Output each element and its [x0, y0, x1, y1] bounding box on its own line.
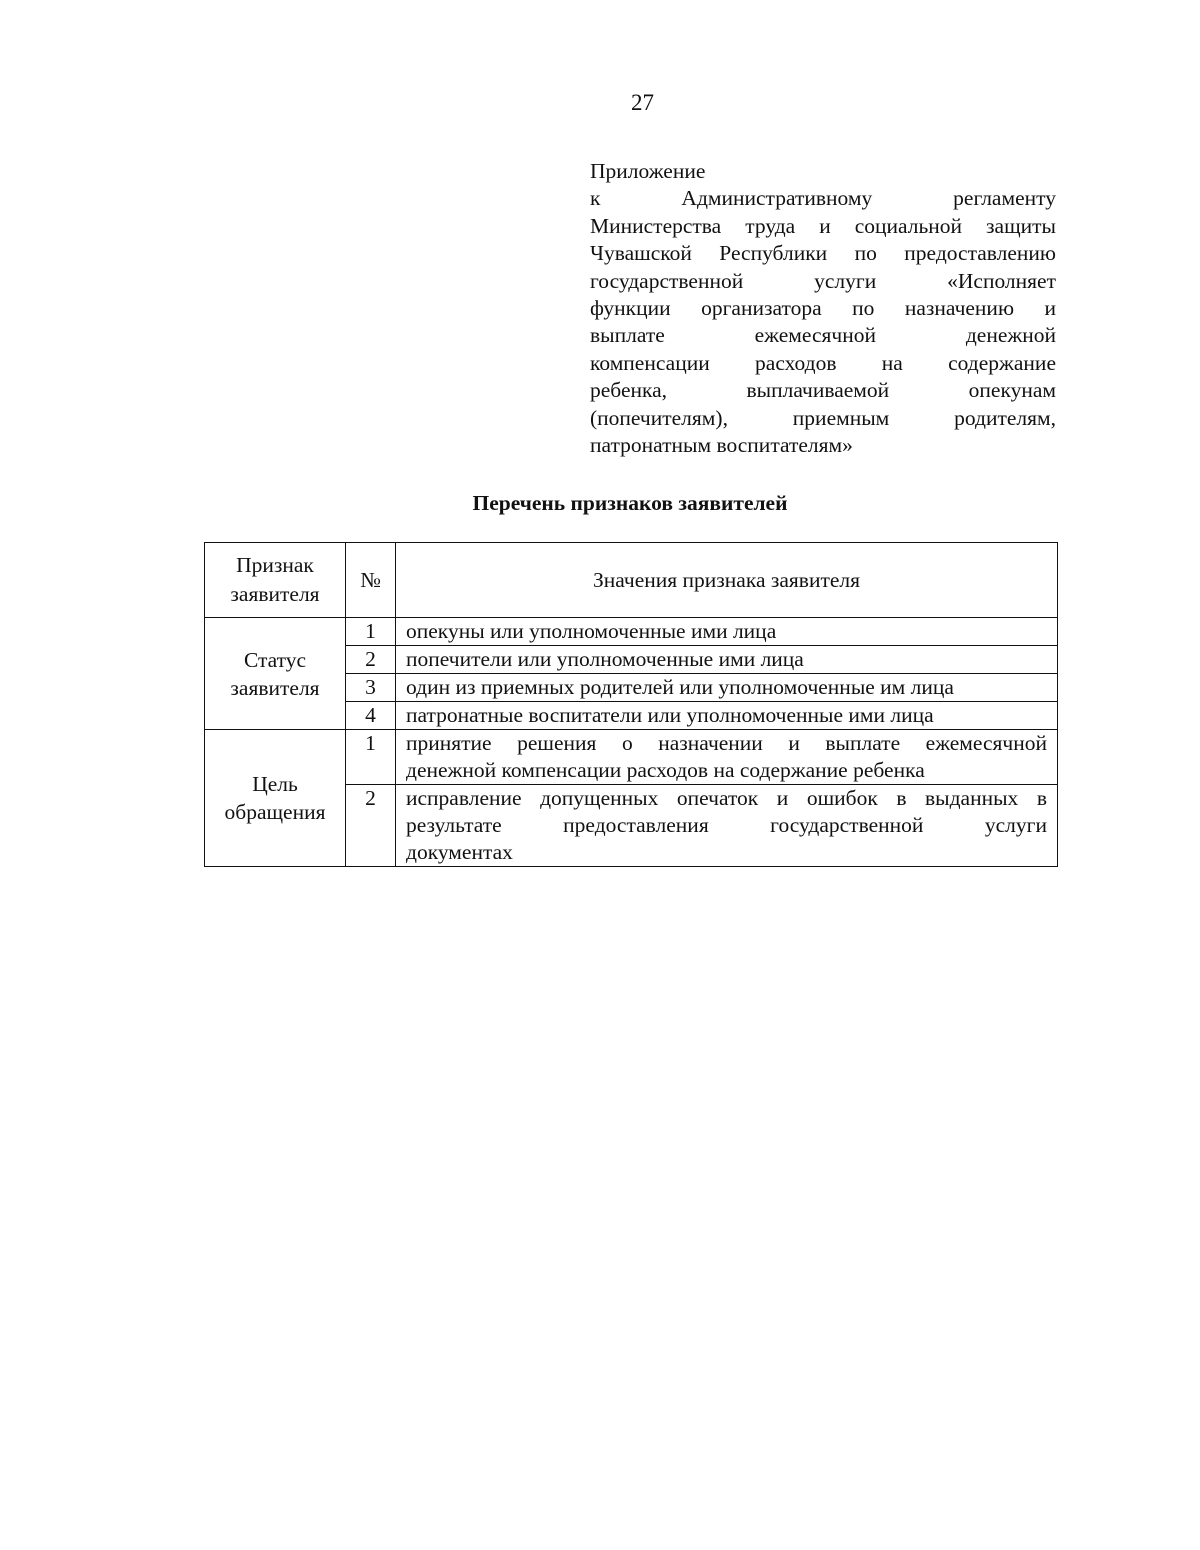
appendix-line: патронатным воспитателям» [590, 433, 853, 458]
row-value: опекуны или уполномоченные ими лица [396, 618, 1058, 646]
header-attribute-line: заявителя [230, 582, 320, 606]
appendix-line: функции организатора по назначению и [590, 296, 1056, 321]
header-values: Значения признака заявителя [396, 543, 1058, 618]
header-number: № [346, 543, 396, 618]
appendix-line: Приложение [590, 159, 706, 183]
table-header-row [205, 543, 1058, 618]
row-number: 2 [346, 785, 396, 867]
page-number: 27 [631, 90, 654, 115]
header-attribute-line: Признак [236, 553, 314, 577]
appendix-line: ребенка, выплачиваемой опекунам [590, 378, 1056, 403]
appendix-line: к Административному регламенту [590, 186, 1056, 211]
row-value-line: денежной компенсации расходов на содержание ребенка [406, 758, 925, 782]
table-row [205, 618, 1058, 646]
row-number: 3 [346, 674, 396, 702]
row-value: патронатные воспитатели или уполномоченные ими лица [396, 702, 1058, 730]
group-label-line: Статус [243, 647, 307, 672]
appendix-line: (попечителям), приемным родителям, [590, 405, 1056, 430]
appendix-line: Чувашской Республики по предоставлению [590, 241, 1056, 266]
row-value-line: исправление допущенных опечаток и ошибок в выданных в [406, 786, 1047, 810]
applicant-criteria-table [204, 542, 1058, 867]
appendix-line: компенсации расходов на содержание [590, 350, 1056, 375]
row-value-line: документах [406, 840, 513, 864]
row-value-line: принятие решения о назначении и выплате ежемесячной [406, 731, 1047, 755]
table-row [205, 730, 1058, 785]
row-value: один из приемных родителей или уполномоченные им лица [396, 674, 1058, 702]
row-value [396, 730, 1058, 785]
row-value [396, 785, 1058, 867]
row-value-line: результате предоставления государственной услуги [406, 813, 1047, 837]
group-label-line: заявителя [230, 675, 320, 700]
group-label-status [205, 618, 346, 730]
group-label-line: обращения [224, 800, 326, 824]
document-title: Перечень признаков заявителей [472, 491, 788, 515]
row-value: попечители или уполномоченные ими лица [396, 646, 1058, 674]
appendix-line: государственной услуги «Исполняет [590, 268, 1056, 293]
header-attribute [205, 543, 346, 618]
row-number: 4 [346, 702, 396, 730]
row-number: 1 [346, 618, 396, 646]
appendix-note [590, 158, 1056, 459]
row-number: 1 [346, 730, 396, 785]
appendix-line: Министерства труда и социальной защиты [590, 213, 1056, 238]
group-label-line: Цель [252, 772, 298, 796]
group-label-purpose [205, 730, 346, 867]
row-number: 2 [346, 646, 396, 674]
appendix-line: выплате ежемесячной денежной [590, 323, 1056, 348]
